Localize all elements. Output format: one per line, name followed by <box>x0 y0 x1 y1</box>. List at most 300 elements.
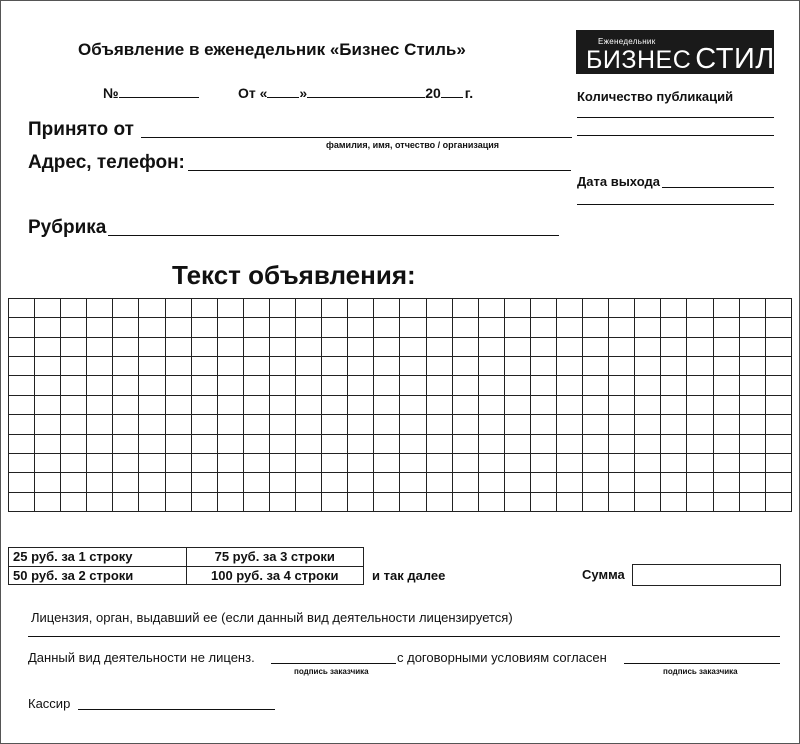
grid-cell[interactable] <box>739 415 765 434</box>
grid-cell[interactable] <box>296 492 322 511</box>
grid-cell[interactable] <box>400 376 426 395</box>
grid-cell[interactable] <box>609 473 635 492</box>
grid-cell[interactable] <box>478 395 504 414</box>
grid-cell[interactable] <box>191 473 217 492</box>
grid-cell[interactable] <box>296 434 322 453</box>
grid-cell[interactable] <box>661 357 687 376</box>
grid-cell[interactable] <box>556 473 582 492</box>
grid-cell[interactable] <box>530 318 556 337</box>
publication-count-line-1[interactable] <box>577 117 774 118</box>
grid-cell[interactable] <box>583 434 609 453</box>
grid-cell[interactable] <box>713 453 739 472</box>
grid-cell[interactable] <box>191 299 217 318</box>
grid-cell[interactable] <box>635 434 661 453</box>
grid-cell[interactable] <box>348 376 374 395</box>
grid-cell[interactable] <box>348 453 374 472</box>
grid-cell[interactable] <box>687 453 713 472</box>
grid-cell[interactable] <box>609 357 635 376</box>
grid-cell[interactable] <box>35 337 61 356</box>
grid-cell[interactable] <box>9 318 35 337</box>
signature-line-2[interactable] <box>624 663 780 664</box>
grid-cell[interactable] <box>165 376 191 395</box>
grid-cell[interactable] <box>478 318 504 337</box>
grid-cell[interactable] <box>9 376 35 395</box>
grid-cell[interactable] <box>713 376 739 395</box>
grid-cell[interactable] <box>217 376 243 395</box>
grid-cell[interactable] <box>269 299 295 318</box>
grid-cell[interactable] <box>217 492 243 511</box>
grid-cell[interactable] <box>426 395 452 414</box>
grid-cell[interactable] <box>400 357 426 376</box>
grid-cell[interactable] <box>504 376 530 395</box>
grid-cell[interactable] <box>478 376 504 395</box>
grid-cell[interactable] <box>191 415 217 434</box>
grid-cell[interactable] <box>87 299 113 318</box>
grid-cell[interactable] <box>400 318 426 337</box>
grid-cell[interactable] <box>400 473 426 492</box>
grid-cell[interactable] <box>739 357 765 376</box>
grid-cell[interactable] <box>243 299 269 318</box>
signature-line-1[interactable] <box>271 663 396 664</box>
grid-cell[interactable] <box>348 318 374 337</box>
grid-cell[interactable] <box>243 357 269 376</box>
grid-cell[interactable] <box>191 434 217 453</box>
grid-cell[interactable] <box>400 299 426 318</box>
grid-cell[interactable] <box>9 415 35 434</box>
grid-cell[interactable] <box>61 434 87 453</box>
grid-cell[interactable] <box>687 376 713 395</box>
grid-cell[interactable] <box>139 376 165 395</box>
grid-cell[interactable] <box>87 434 113 453</box>
grid-cell[interactable] <box>400 453 426 472</box>
grid-cell[interactable] <box>113 492 139 511</box>
grid-cell[interactable] <box>113 299 139 318</box>
grid-cell[interactable] <box>191 318 217 337</box>
grid-cell[interactable] <box>583 376 609 395</box>
grid-cell[interactable] <box>61 318 87 337</box>
grid-cell[interactable] <box>35 395 61 414</box>
publication-count-line-2[interactable] <box>577 135 774 136</box>
grid-cell[interactable] <box>9 357 35 376</box>
grid-cell[interactable] <box>635 473 661 492</box>
grid-cell[interactable] <box>609 376 635 395</box>
grid-cell[interactable] <box>556 395 582 414</box>
grid-cell[interactable] <box>400 434 426 453</box>
grid-cell[interactable] <box>243 395 269 414</box>
grid-cell[interactable] <box>530 415 556 434</box>
grid-cell[interactable] <box>243 453 269 472</box>
grid-cell[interactable] <box>139 337 165 356</box>
grid-cell[interactable] <box>296 473 322 492</box>
grid-cell[interactable] <box>713 395 739 414</box>
grid-cell[interactable] <box>322 473 348 492</box>
grid-cell[interactable] <box>765 395 791 414</box>
grid-cell[interactable] <box>661 434 687 453</box>
grid-cell[interactable] <box>139 492 165 511</box>
grid-cell[interactable] <box>452 395 478 414</box>
grid-cell[interactable] <box>687 415 713 434</box>
grid-cell[interactable] <box>504 453 530 472</box>
grid-cell[interactable] <box>504 337 530 356</box>
day-blank[interactable] <box>267 85 299 98</box>
grid-cell[interactable] <box>217 434 243 453</box>
grid-cell[interactable] <box>765 337 791 356</box>
grid-cell[interactable] <box>35 357 61 376</box>
grid-cell[interactable] <box>609 318 635 337</box>
grid-cell[interactable] <box>217 318 243 337</box>
grid-cell[interactable] <box>113 376 139 395</box>
grid-cell[interactable] <box>635 453 661 472</box>
grid-cell[interactable] <box>165 395 191 414</box>
grid-cell[interactable] <box>478 415 504 434</box>
grid-cell[interactable] <box>556 376 582 395</box>
grid-cell[interactable] <box>661 492 687 511</box>
grid-cell[interactable] <box>478 434 504 453</box>
grid-cell[interactable] <box>217 357 243 376</box>
grid-cell[interactable] <box>530 357 556 376</box>
grid-cell[interactable] <box>87 395 113 414</box>
grid-cell[interactable] <box>765 492 791 511</box>
grid-cell[interactable] <box>687 395 713 414</box>
grid-cell[interactable] <box>217 453 243 472</box>
grid-cell[interactable] <box>269 376 295 395</box>
grid-cell[interactable] <box>739 337 765 356</box>
grid-cell[interactable] <box>635 337 661 356</box>
grid-cell[interactable] <box>165 434 191 453</box>
year-blank[interactable] <box>441 85 463 98</box>
grid-cell[interactable] <box>765 299 791 318</box>
grid-cell[interactable] <box>504 299 530 318</box>
grid-cell[interactable] <box>139 473 165 492</box>
grid-cell[interactable] <box>348 492 374 511</box>
grid-cell[interactable] <box>452 299 478 318</box>
grid-cell[interactable] <box>556 299 582 318</box>
grid-cell[interactable] <box>713 299 739 318</box>
grid-cell[interactable] <box>269 337 295 356</box>
grid-cell[interactable] <box>191 492 217 511</box>
grid-cell[interactable] <box>139 453 165 472</box>
grid-cell[interactable] <box>269 395 295 414</box>
grid-cell[interactable] <box>661 415 687 434</box>
grid-cell[interactable] <box>296 376 322 395</box>
grid-cell[interactable] <box>478 299 504 318</box>
grid-cell[interactable] <box>556 492 582 511</box>
grid-cell[interactable] <box>61 395 87 414</box>
grid-cell[interactable] <box>296 337 322 356</box>
grid-cell[interactable] <box>452 357 478 376</box>
grid-cell[interactable] <box>661 395 687 414</box>
grid-cell[interactable] <box>530 434 556 453</box>
grid-cell[interactable] <box>556 318 582 337</box>
grid-cell[interactable] <box>556 434 582 453</box>
grid-cell[interactable] <box>243 415 269 434</box>
grid-cell[interactable] <box>583 318 609 337</box>
grid-cell[interactable] <box>583 337 609 356</box>
grid-cell[interactable] <box>113 337 139 356</box>
grid-cell[interactable] <box>583 492 609 511</box>
grid-cell[interactable] <box>765 434 791 453</box>
grid-cell[interactable] <box>687 337 713 356</box>
grid-cell[interactable] <box>269 318 295 337</box>
grid-cell[interactable] <box>243 473 269 492</box>
grid-cell[interactable] <box>661 376 687 395</box>
grid-cell[interactable] <box>35 318 61 337</box>
grid-cell[interactable] <box>35 492 61 511</box>
grid-cell[interactable] <box>139 395 165 414</box>
grid-cell[interactable] <box>322 434 348 453</box>
grid-cell[interactable] <box>765 415 791 434</box>
grid-cell[interactable] <box>113 318 139 337</box>
grid-cell[interactable] <box>530 337 556 356</box>
release-date-line-1[interactable] <box>662 187 774 188</box>
grid-cell[interactable] <box>635 299 661 318</box>
grid-cell[interactable] <box>87 473 113 492</box>
grid-cell[interactable] <box>713 434 739 453</box>
grid-cell[interactable] <box>530 453 556 472</box>
grid-cell[interactable] <box>426 337 452 356</box>
grid-cell[interactable] <box>556 415 582 434</box>
grid-cell[interactable] <box>139 357 165 376</box>
grid-cell[interactable] <box>139 299 165 318</box>
grid-cell[interactable] <box>374 318 400 337</box>
grid-cell[interactable] <box>609 492 635 511</box>
grid-cell[interactable] <box>687 318 713 337</box>
grid-cell[interactable] <box>269 473 295 492</box>
grid-cell[interactable] <box>139 434 165 453</box>
grid-cell[interactable] <box>739 492 765 511</box>
grid-cell[interactable] <box>348 415 374 434</box>
grid-cell[interactable] <box>87 357 113 376</box>
grid-cell[interactable] <box>556 357 582 376</box>
grid-cell[interactable] <box>113 415 139 434</box>
grid-cell[interactable] <box>61 473 87 492</box>
grid-cell[interactable] <box>87 318 113 337</box>
grid-cell[interactable] <box>61 299 87 318</box>
grid-cell[interactable] <box>139 415 165 434</box>
grid-cell[interactable] <box>87 492 113 511</box>
grid-cell[interactable] <box>452 434 478 453</box>
grid-cell[interactable] <box>556 337 582 356</box>
grid-cell[interactable] <box>609 395 635 414</box>
month-blank[interactable] <box>307 85 425 98</box>
grid-cell[interactable] <box>609 453 635 472</box>
grid-cell[interactable] <box>87 453 113 472</box>
grid-cell[interactable] <box>217 299 243 318</box>
grid-cell[interactable] <box>400 415 426 434</box>
grid-cell[interactable] <box>374 453 400 472</box>
grid-cell[interactable] <box>35 376 61 395</box>
grid-cell[interactable] <box>243 318 269 337</box>
grid-cell[interactable] <box>530 395 556 414</box>
grid-cell[interactable] <box>165 299 191 318</box>
grid-cell[interactable] <box>452 337 478 356</box>
grid-cell[interactable] <box>583 395 609 414</box>
grid-cell[interactable] <box>583 357 609 376</box>
grid-cell[interactable] <box>530 473 556 492</box>
grid-cell[interactable] <box>113 434 139 453</box>
grid-cell[interactable] <box>452 318 478 337</box>
grid-cell[interactable] <box>530 299 556 318</box>
grid-cell[interactable] <box>452 415 478 434</box>
grid-cell[interactable] <box>348 299 374 318</box>
grid-cell[interactable] <box>583 415 609 434</box>
grid-cell[interactable] <box>217 337 243 356</box>
grid-cell[interactable] <box>635 415 661 434</box>
grid-cell[interactable] <box>374 415 400 434</box>
grid-cell[interactable] <box>165 337 191 356</box>
grid-cell[interactable] <box>583 473 609 492</box>
grid-cell[interactable] <box>504 357 530 376</box>
grid-cell[interactable] <box>374 337 400 356</box>
grid-cell[interactable] <box>9 434 35 453</box>
grid-cell[interactable] <box>113 473 139 492</box>
grid-cell[interactable] <box>530 492 556 511</box>
cashier-line[interactable] <box>78 709 275 710</box>
received-from-line[interactable] <box>141 137 572 138</box>
grid-cell[interactable] <box>9 299 35 318</box>
grid-cell[interactable] <box>269 434 295 453</box>
address-phone-line[interactable] <box>188 170 571 171</box>
grid-cell[interactable] <box>322 299 348 318</box>
grid-cell[interactable] <box>9 473 35 492</box>
grid-cell[interactable] <box>61 376 87 395</box>
grid-cell[interactable] <box>583 453 609 472</box>
grid-cell[interactable] <box>635 492 661 511</box>
grid-cell[interactable] <box>61 415 87 434</box>
grid-cell[interactable] <box>217 415 243 434</box>
grid-cell[interactable] <box>269 357 295 376</box>
grid-cell[interactable] <box>322 492 348 511</box>
grid-cell[interactable] <box>296 395 322 414</box>
grid-cell[interactable] <box>504 434 530 453</box>
grid-cell[interactable] <box>296 318 322 337</box>
grid-cell[interactable] <box>609 299 635 318</box>
grid-cell[interactable] <box>426 357 452 376</box>
grid-cell[interactable] <box>61 453 87 472</box>
grid-cell[interactable] <box>713 337 739 356</box>
grid-cell[interactable] <box>765 453 791 472</box>
grid-cell[interactable] <box>374 473 400 492</box>
grid-cell[interactable] <box>191 453 217 472</box>
grid-cell[interactable] <box>426 473 452 492</box>
grid-cell[interactable] <box>165 415 191 434</box>
grid-cell[interactable] <box>87 337 113 356</box>
license-line[interactable] <box>28 636 780 637</box>
grid-cell[interactable] <box>713 492 739 511</box>
grid-cell[interactable] <box>661 473 687 492</box>
grid-cell[interactable] <box>661 453 687 472</box>
grid-cell[interactable] <box>87 376 113 395</box>
grid-cell[interactable] <box>661 318 687 337</box>
grid-cell[interactable] <box>426 434 452 453</box>
grid-cell[interactable] <box>35 434 61 453</box>
grid-cell[interactable] <box>452 453 478 472</box>
grid-cell[interactable] <box>9 395 35 414</box>
grid-cell[interactable] <box>217 473 243 492</box>
grid-cell[interactable] <box>530 376 556 395</box>
grid-cell[interactable] <box>322 337 348 356</box>
grid-cell[interactable] <box>139 318 165 337</box>
grid-cell[interactable] <box>765 473 791 492</box>
grid-cell[interactable] <box>426 415 452 434</box>
grid-cell[interactable] <box>426 453 452 472</box>
grid-cell[interactable] <box>739 473 765 492</box>
rubric-line[interactable] <box>108 235 559 236</box>
grid-cell[interactable] <box>9 453 35 472</box>
grid-cell[interactable] <box>296 453 322 472</box>
number-blank[interactable] <box>119 85 199 98</box>
grid-cell[interactable] <box>478 473 504 492</box>
grid-cell[interactable] <box>165 492 191 511</box>
grid-cell[interactable] <box>504 492 530 511</box>
grid-cell[interactable] <box>348 337 374 356</box>
grid-cell[interactable] <box>739 376 765 395</box>
grid-cell[interactable] <box>504 415 530 434</box>
grid-cell[interactable] <box>765 357 791 376</box>
grid-cell[interactable] <box>165 318 191 337</box>
grid-cell[interactable] <box>191 376 217 395</box>
grid-cell[interactable] <box>165 473 191 492</box>
grid-cell[interactable] <box>452 376 478 395</box>
grid-cell[interactable] <box>61 492 87 511</box>
grid-cell[interactable] <box>243 492 269 511</box>
grid-cell[interactable] <box>296 357 322 376</box>
grid-cell[interactable] <box>609 415 635 434</box>
release-date-line-2[interactable] <box>577 204 774 205</box>
grid-cell[interactable] <box>661 337 687 356</box>
grid-cell[interactable] <box>113 357 139 376</box>
grid-cell[interactable] <box>35 299 61 318</box>
grid-cell[interactable] <box>9 492 35 511</box>
grid-cell[interactable] <box>269 492 295 511</box>
grid-cell[interactable] <box>243 434 269 453</box>
grid-cell[interactable] <box>374 395 400 414</box>
grid-cell[interactable] <box>713 318 739 337</box>
grid-cell[interactable] <box>348 473 374 492</box>
grid-cell[interactable] <box>504 395 530 414</box>
grid-cell[interactable] <box>478 337 504 356</box>
grid-cell[interactable] <box>269 415 295 434</box>
grid-cell[interactable] <box>191 357 217 376</box>
grid-cell[interactable] <box>374 299 400 318</box>
grid-cell[interactable] <box>635 318 661 337</box>
grid-cell[interactable] <box>687 357 713 376</box>
grid-cell[interactable] <box>635 395 661 414</box>
grid-cell[interactable] <box>165 453 191 472</box>
grid-cell[interactable] <box>374 434 400 453</box>
grid-cell[interactable] <box>322 395 348 414</box>
grid-cell[interactable] <box>713 357 739 376</box>
grid-cell[interactable] <box>322 318 348 337</box>
grid-cell[interactable] <box>113 395 139 414</box>
grid-cell[interactable] <box>452 473 478 492</box>
grid-cell[interactable] <box>400 337 426 356</box>
grid-cell[interactable] <box>661 299 687 318</box>
grid-cell[interactable] <box>739 453 765 472</box>
grid-cell[interactable] <box>322 415 348 434</box>
grid-cell[interactable] <box>739 395 765 414</box>
grid-cell[interactable] <box>87 415 113 434</box>
grid-cell[interactable] <box>635 376 661 395</box>
grid-cell[interactable] <box>348 357 374 376</box>
grid-cell[interactable] <box>296 299 322 318</box>
grid-cell[interactable] <box>426 318 452 337</box>
grid-cell[interactable] <box>739 299 765 318</box>
grid-cell[interactable] <box>452 492 478 511</box>
grid-cell[interactable] <box>687 473 713 492</box>
grid-cell[interactable] <box>504 473 530 492</box>
grid-cell[interactable] <box>35 415 61 434</box>
